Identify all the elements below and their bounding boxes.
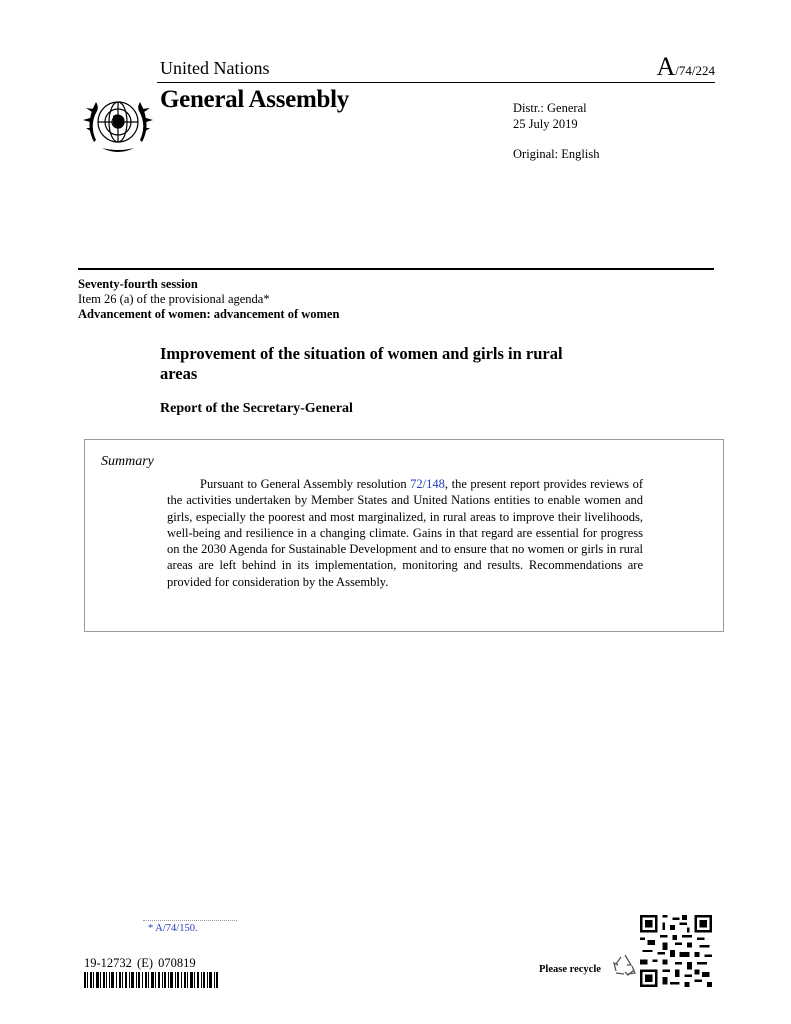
- job-number: 070819: [158, 956, 196, 970]
- document-symbol-prefix: A: [656, 52, 676, 81]
- document-number-line: [84, 956, 196, 971]
- distribution-block: [513, 100, 587, 132]
- session-rule: [78, 268, 714, 270]
- organization-name: United Nations: [160, 58, 270, 78]
- summary-text-start: Pursuant to General Assembly resolution: [200, 477, 411, 491]
- footnote-marker: *: [148, 923, 154, 934]
- document-symbol-suffix: /74/224: [675, 63, 715, 78]
- footnote-link[interactable]: A/74/150.: [155, 923, 198, 934]
- document-symbol: [656, 52, 715, 82]
- header-rule: [157, 82, 715, 83]
- document-date: 25 July 2019: [513, 117, 578, 131]
- summary-label: Summary: [101, 454, 154, 469]
- original-language: Original: English: [513, 147, 600, 161]
- barcode-icon: [84, 972, 218, 988]
- agenda-item: Item 26 (a) of the provisional agenda*: [78, 292, 270, 306]
- session-name: Seventy-fourth session: [78, 277, 198, 291]
- distribution: Distr.: General: [513, 101, 587, 115]
- document-number: 19-12732 (E): [84, 956, 153, 970]
- recycle-text: Please recycle: [539, 964, 601, 975]
- session-block: [78, 277, 339, 322]
- summary-text-end: , the present report provides reviews of the activities undertaken by Member States and United Nations entities to enable women and girls, especially the poorest and most marginalized, in rural areas to improve their livelihoods, well-being and resilience in a changing climate. Gains in that regard are essential for progress on the 2030 Agenda for Sustainable Development and to ensure that no women or girls in rural areas are left behind in its implementation, monitoring and results. Recommendations are provided for consideration by the Assembly.: [167, 477, 643, 589]
- document-subtitle: Report of the Secretary-General: [160, 401, 353, 416]
- resolution-link[interactable]: 72/148: [410, 477, 445, 491]
- summary-paragraph: [167, 476, 643, 590]
- organ-title: General Assembly: [160, 86, 349, 113]
- qr-code-icon: [640, 915, 712, 987]
- un-emblem-icon: [80, 88, 156, 158]
- footnote: [148, 923, 198, 934]
- footnote-rule: [143, 920, 237, 921]
- recycle-icon: [612, 953, 638, 977]
- document-title: Improvement of the situation of women and girls in rural areas: [160, 344, 563, 383]
- agenda-title: Advancement of women: advancement of women: [78, 307, 340, 321]
